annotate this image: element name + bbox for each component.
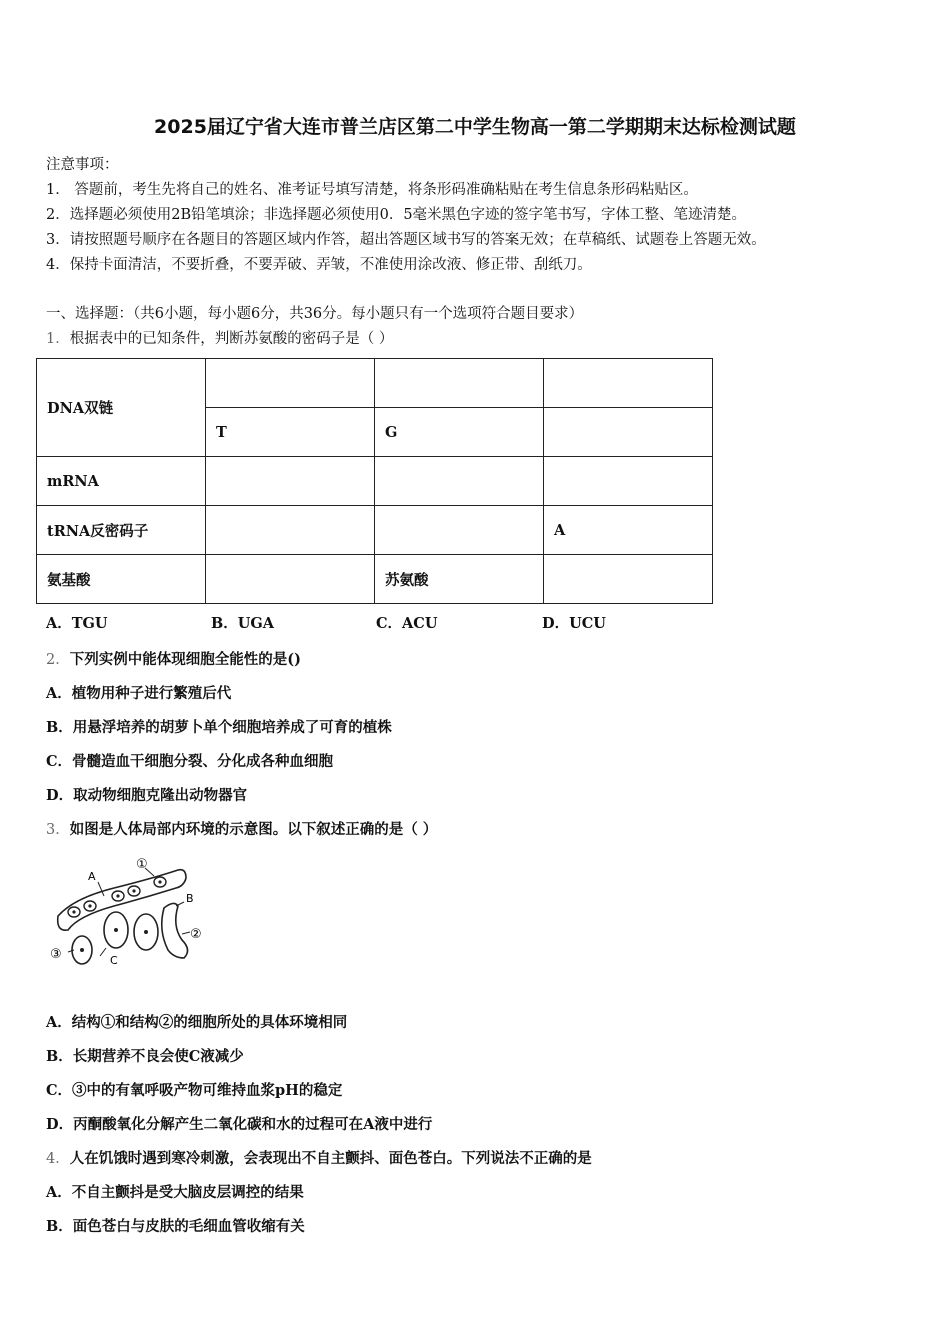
leader-line <box>100 948 106 956</box>
option-d[interactable]: D．UCU <box>542 615 606 632</box>
blood-cell-nucleus <box>72 910 75 913</box>
option-a[interactable]: A．不自主颤抖是受大脑皮层调控的结果 <box>46 1184 304 1201</box>
diagram-label-3: ③ <box>50 947 62 962</box>
tissue-cell-nucleus <box>114 928 118 932</box>
table-cell <box>375 457 544 506</box>
blood-cell-nucleus <box>88 904 91 907</box>
question-stem: 下列实例中能体现细胞全能性的是() <box>69 651 301 668</box>
notice-item: 2．选择题必须使用2B铅笔填涂；非选择题必须使用0．5毫米黑色字迹的签字笔书写，字体工整、笔迹清楚。 <box>46 207 747 223</box>
table-cell <box>544 555 713 604</box>
question-number: 4． <box>46 1151 70 1167</box>
table-cell: T <box>206 408 375 457</box>
diagram-label-a: A <box>88 870 96 883</box>
option-b[interactable]: B．用悬浮培养的胡萝卜单个细胞培养成了可育的植株 <box>46 719 392 736</box>
question-number: 2． <box>46 652 70 668</box>
option-d[interactable]: D．取动物细胞克隆出动物器官 <box>46 787 248 804</box>
row-label-amino-acid: 氨基酸 <box>37 555 206 604</box>
leader-line <box>98 882 104 896</box>
leader-line <box>68 950 74 952</box>
option-c[interactable]: C．③中的有氧呼吸产物可维持血浆pH的稳定 <box>46 1082 343 1099</box>
notice-item: 1． 答题前，考生先将自己的姓名、准考证号填写清楚，将条形码准确粘贴在考生信息条形码粘贴区。 <box>46 182 698 198</box>
table-cell <box>206 457 375 506</box>
diagram-label-1: ① <box>136 857 148 872</box>
leader-line <box>182 932 190 934</box>
table-cell <box>375 506 544 555</box>
question-stem: 人在饥饿时遇到寒冷刺激，会表现出不自主颤抖、面色苍白。下列说法不正确的是 <box>69 1150 592 1167</box>
option-a[interactable]: A．TGU <box>46 615 108 632</box>
notice-item: 4．保持卡面清洁，不要折叠，不要弄破、弄皱，不准使用涂改液、修正带、刮纸刀。 <box>46 257 592 273</box>
question-2 <box>46 648 301 669</box>
option-c[interactable]: C．骨髓造血干细胞分裂、分化成各种血细胞 <box>46 753 334 770</box>
table-cell <box>206 555 375 604</box>
option-d[interactable]: D．丙酮酸氧化分解产生二氧化碳和水的过程可在A液中进行 <box>46 1116 433 1133</box>
tissue-cell-nucleus <box>80 948 84 952</box>
question-number: 1． <box>46 331 70 347</box>
option-b[interactable]: B．长期营养不良会使C液减少 <box>46 1048 244 1065</box>
lymphatic-vessel <box>162 903 188 958</box>
tissue-diagram <box>44 854 212 970</box>
table-cell <box>206 506 375 555</box>
table-cell: 苏氨酸 <box>375 555 544 604</box>
diagram-label-b: B <box>186 892 194 905</box>
row-label-trna: tRNA反密码子 <box>37 506 206 555</box>
option-a[interactable]: A．结构①和结构②的细胞所处的具体环境相同 <box>46 1014 348 1031</box>
question-3 <box>46 818 437 839</box>
table-cell <box>206 359 375 408</box>
table-cell <box>375 359 544 408</box>
blood-cell-nucleus <box>132 889 135 892</box>
option-a[interactable]: A．植物用种子进行繁殖后代 <box>46 685 232 702</box>
blood-cell-nucleus <box>158 880 161 883</box>
blood-cell-nucleus <box>116 894 119 897</box>
option-b[interactable]: B．面色苍白与皮肤的毛细血管收缩有关 <box>46 1218 305 1235</box>
question-stem: 根据表中的已知条件，判断苏氨酸的密码子是（ ） <box>69 331 394 347</box>
question-number: 3． <box>46 822 70 838</box>
table-cell <box>544 359 713 408</box>
diagram-label-2: ② <box>190 927 202 942</box>
diagram-label-c: C <box>110 954 118 967</box>
page-title: 2025届辽宁省大连市普兰店区第二中学生物高一第二学期期末达标检测试题 <box>154 116 796 138</box>
option-c[interactable]: C．ACU <box>376 615 438 632</box>
question-stem: 如图是人体局部内环境的示意图。以下叙述正确的是（ ） <box>69 821 438 838</box>
table-cell: G <box>375 408 544 457</box>
question-1 <box>46 327 393 348</box>
notice-heading: 注意事项： <box>46 157 119 173</box>
tissue-cell-nucleus <box>144 930 148 934</box>
table-cell: A <box>544 506 713 555</box>
codon-table <box>36 358 713 604</box>
table-cell <box>544 457 713 506</box>
question-4 <box>46 1147 592 1168</box>
section-heading: 一、选择题：（共6小题，每小题6分，共36分。每小题只有一个选项符合题目要求） <box>46 306 584 322</box>
notice-item: 3．请按照题号顺序在各题目的答题区域内作答，超出答题区域书写的答案无效；在草稿纸、试题卷上答题无效。 <box>46 232 766 248</box>
row-label-mrna: mRNA <box>37 457 206 506</box>
row-label-dna: DNA双链 <box>37 359 206 457</box>
option-b[interactable]: B．UGA <box>211 615 275 632</box>
table-cell <box>544 408 713 457</box>
